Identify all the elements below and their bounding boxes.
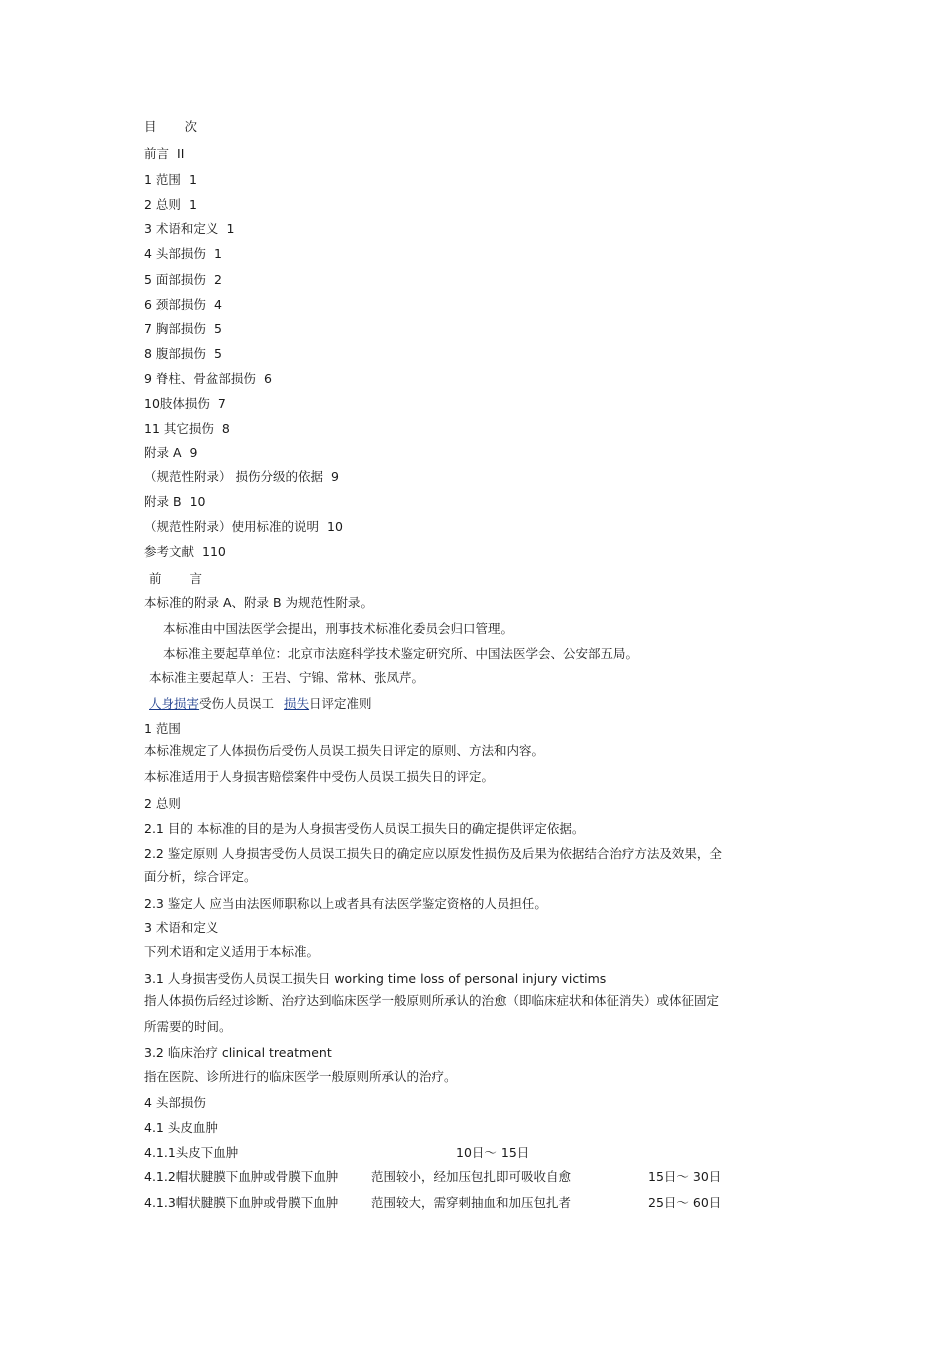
section-heading: 3 术语和定义 bbox=[144, 920, 219, 935]
preface-para: 本标准主要起草人：王岩、宁锦、常林、张凤芹。 bbox=[149, 670, 425, 685]
toc-item-label: （规范性附录）使用标准的说明 bbox=[144, 519, 320, 534]
term-definition: 3.2 临床治疗 clinical treatment bbox=[144, 1045, 332, 1060]
toc-item[interactable] bbox=[144, 246, 222, 262]
toc-item-label: 前言 bbox=[144, 146, 170, 161]
assessment-row bbox=[144, 1145, 764, 1161]
toc-item-page: 7 bbox=[217, 396, 226, 411]
body-para: 指在医院、诊所进行的临床医学一般原则所承认的治疗。 bbox=[144, 1069, 457, 1084]
toc-item-page: 1 bbox=[213, 246, 222, 261]
section-heading: 2 总则 bbox=[144, 796, 181, 811]
toc-item[interactable] bbox=[144, 371, 272, 387]
row-label: 4.1.3帽状腱膜下血肿或骨膜下血肿 bbox=[144, 1195, 339, 1210]
clause: 2.3 鉴定人 应当由法医师职称以上或者具有法医学鉴定资格的人员担任。 bbox=[144, 896, 547, 911]
toc-item[interactable] bbox=[144, 519, 343, 535]
clause: 2.1 目的 本标准的目的是为人身损害受伤人员误工损失日的确定提供评定依据。 bbox=[144, 821, 585, 836]
toc-item[interactable] bbox=[144, 172, 197, 188]
toc-item[interactable] bbox=[144, 396, 226, 412]
toc-item-label: 1 范围 bbox=[144, 172, 181, 187]
toc-item[interactable] bbox=[144, 197, 197, 213]
toc-item[interactable] bbox=[144, 297, 222, 313]
toc-item[interactable] bbox=[144, 272, 222, 288]
toc-item-label: 8 腹部损伤 bbox=[144, 346, 206, 361]
toc-item[interactable] bbox=[144, 494, 205, 510]
toc-item-label: 4 头部损伤 bbox=[144, 246, 206, 261]
body-para: 下列术语和定义适用于本标准。 bbox=[144, 944, 320, 959]
toc-item-page: 9 bbox=[189, 445, 198, 460]
toc-item[interactable] bbox=[144, 421, 230, 437]
section-heading: 1 范围 bbox=[144, 721, 181, 736]
toc-item-label: 2 总则 bbox=[144, 197, 181, 212]
row-label: 4.1.2帽状腱膜下血肿或骨膜下血肿 bbox=[144, 1169, 339, 1184]
toc-item[interactable] bbox=[144, 544, 226, 560]
toc-item-label: 参考文献 bbox=[144, 544, 195, 559]
toc-item-label: 3 术语和定义 bbox=[144, 221, 219, 236]
toc-item[interactable] bbox=[144, 469, 339, 485]
subsection-heading: 4.1 头皮血肿 bbox=[144, 1120, 218, 1135]
body-para: 本标准适用于人身损害赔偿案件中受伤人员误工损失日的评定。 bbox=[144, 769, 495, 784]
title-link-loss[interactable]: 损失 bbox=[284, 696, 310, 711]
toc-item[interactable] bbox=[144, 346, 222, 362]
toc-item[interactable] bbox=[144, 321, 222, 337]
toc-item-page: 10 bbox=[189, 494, 206, 509]
toc-item-label: 7 胸部损伤 bbox=[144, 321, 206, 336]
term-definition: 3.1 人身损害受伤人员误工损失日 working time loss of personal injury victims bbox=[144, 971, 607, 986]
title-link-personal-injury[interactable]: 人身损害 bbox=[149, 696, 200, 711]
toc-item-page: 1 bbox=[188, 197, 197, 212]
toc-item-page: 10 bbox=[327, 519, 343, 534]
clause-continued: 面分析，综合评定。 bbox=[144, 869, 257, 884]
toc-item-page: 4 bbox=[213, 297, 222, 312]
toc-item[interactable] bbox=[144, 445, 197, 461]
preface-title: 前 言 bbox=[149, 571, 203, 586]
toc-item-page: 6 bbox=[263, 371, 272, 386]
toc-item[interactable] bbox=[144, 221, 234, 237]
toc-item-label: 5 面部损伤 bbox=[144, 272, 206, 287]
preface-para: 本标准的附录 A、附录 B 为规范性附录。 bbox=[144, 595, 374, 610]
toc-item-label: 附录 A bbox=[144, 445, 182, 460]
clause: 2.2 鉴定原则 人身损害受伤人员误工损失日的确定应以原发性损伤及后果为依据结合治疗方法及效果，全 bbox=[144, 846, 722, 861]
toc-item-label: 6 颈部损伤 bbox=[144, 297, 206, 312]
toc-item-page: 5 bbox=[213, 321, 222, 336]
toc-item-page: 9 bbox=[330, 469, 339, 484]
row-days: 10日～ 15日 bbox=[456, 1145, 530, 1160]
row-label: 4.1.1头皮下血肿 bbox=[144, 1145, 239, 1160]
toc-title: 目 次 bbox=[144, 119, 198, 134]
preface-para: 本标准主要起草单位：北京市法庭科学技术鉴定研究所、中国法医学会、公安部五局。 bbox=[163, 646, 639, 661]
body-para: 本标准规定了人体损伤后受伤人员误工损失日评定的原则、方法和内容。 bbox=[144, 743, 545, 758]
toc-item-page: 110 bbox=[202, 544, 226, 559]
toc-item[interactable] bbox=[144, 146, 184, 162]
toc-item-page: II bbox=[177, 146, 185, 161]
toc-item-page: 1 bbox=[226, 221, 235, 236]
row-description: 范围较大，需穿刺抽血和加压包扎者 bbox=[371, 1195, 572, 1210]
row-days: 25日～ 60日 bbox=[648, 1195, 722, 1210]
row-days: 15日～ 30日 bbox=[648, 1169, 722, 1184]
body-para: 所需要的时间。 bbox=[144, 1019, 232, 1034]
assessment-row bbox=[144, 1169, 764, 1185]
row-description: 范围较小，经加压包扎即可吸收自愈 bbox=[371, 1169, 572, 1184]
document-title: 人身损害受伤人员误工 损失日评定准则 bbox=[149, 696, 372, 711]
body-para: 指人体损伤后经过诊断、治疗达到临床医学一般原则所承认的治愈（即临床症状和体征消失）或体征固定 bbox=[144, 993, 720, 1008]
toc-item-label: 10肢体损伤 bbox=[144, 396, 210, 411]
assessment-row bbox=[144, 1195, 764, 1211]
preface-para: 本标准由中国法医学会提出，刑事技术标准化委员会归口管理。 bbox=[163, 621, 514, 636]
section-heading: 4 头部损伤 bbox=[144, 1095, 206, 1110]
toc-item-label: （规范性附录） 损伤分级的依据 bbox=[144, 469, 323, 484]
toc-item-label: 附录 B bbox=[144, 494, 182, 509]
toc-item-page: 8 bbox=[221, 421, 230, 436]
toc-item-label: 9 脊柱、骨盆部损伤 bbox=[144, 371, 256, 386]
toc-item-page: 1 bbox=[188, 172, 197, 187]
toc-item-page: 2 bbox=[213, 272, 222, 287]
toc-item-label: 11 其它损伤 bbox=[144, 421, 214, 436]
toc-item-page: 5 bbox=[213, 346, 222, 361]
